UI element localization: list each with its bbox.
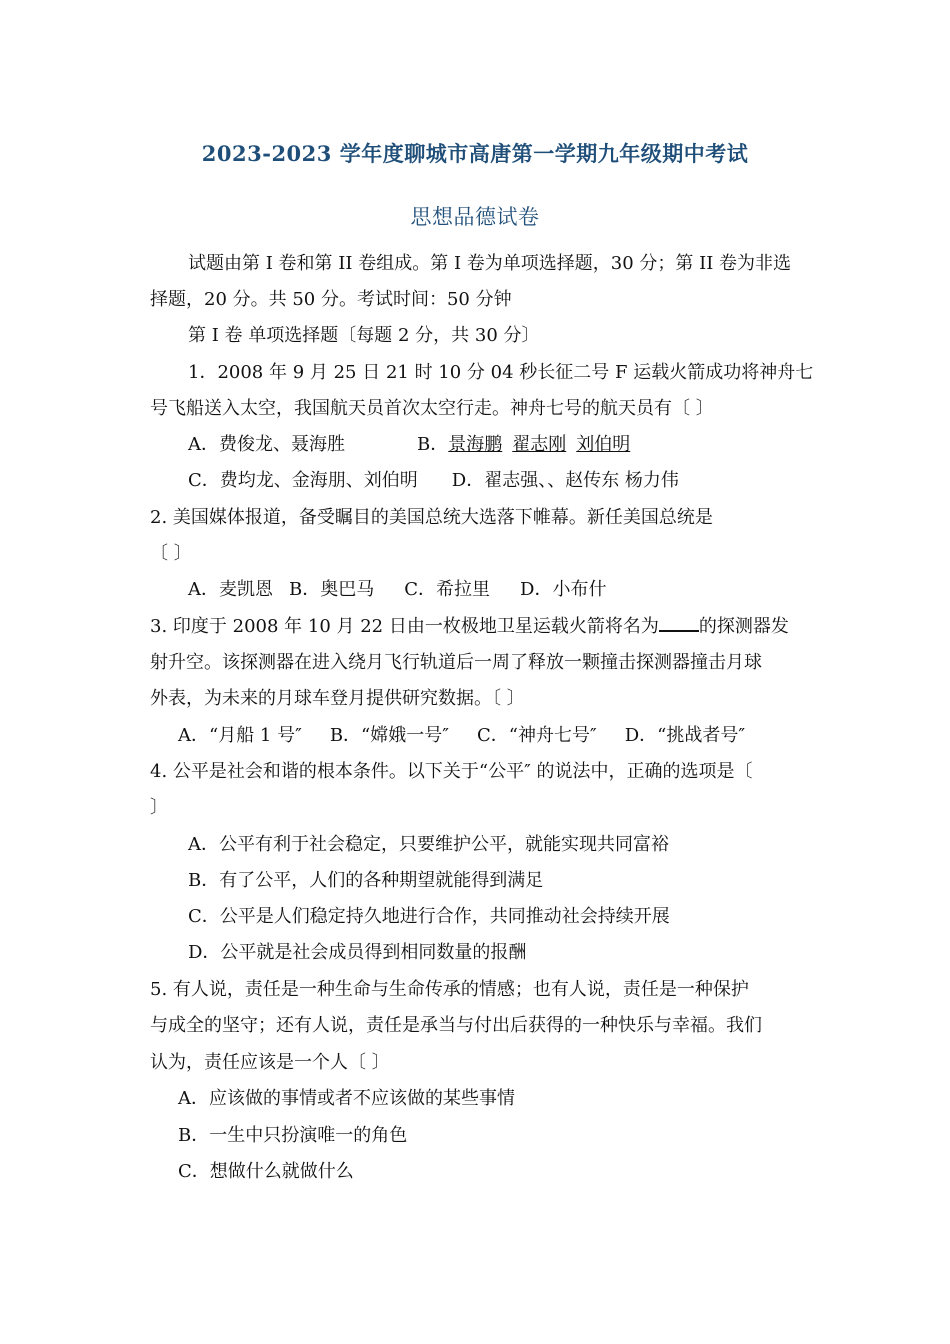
q1-option-b-name-3: 刘伯明 — [576, 434, 631, 455]
q4-option-b: B．有了公平，人们的各种期望就能得到满足 — [188, 870, 544, 891]
q2-stem-line-2: 〔 〕 — [150, 543, 192, 564]
q2-options-row — [188, 578, 848, 602]
q4-stem-line-2: 〕 — [150, 797, 168, 818]
q3-options-row — [178, 724, 838, 748]
q2-option-b: B．奥巴马 — [289, 579, 375, 600]
q3-stem-line-1 — [150, 614, 810, 639]
q2-option-a: A．麦凯恩 — [188, 579, 273, 600]
q5-option-a: A．应该做的事情或者不应该做的某些事情 — [178, 1088, 515, 1109]
q1-option-b-name-2: 翟志刚 — [512, 434, 567, 455]
exam-title: 2023-2023 学年度聊城市高唐第一学期九年级期中考试 — [201, 141, 749, 166]
q5-option-c: C．想做什么就做什么 — [178, 1161, 354, 1182]
q5-option-b: B．一生中只扮演唯一的角色 — [178, 1125, 408, 1146]
intro-line-2: 择题，20 分。共 50 分。考试时间：50 分钟 — [150, 289, 512, 310]
q3-option-b: B．“嫦娥一号″ — [329, 725, 449, 746]
section-heading: 第 I 卷 单项选择题〔每题 2 分，共 30 分〕 — [188, 325, 540, 346]
q5-stem-line-3: 认为，责任应该是一个人〔 〕 — [150, 1052, 390, 1073]
q1-option-b-label: B． — [417, 434, 449, 455]
q1-options-row-1 — [188, 433, 848, 457]
intro-line-1: 试题由第 I 卷和第 II 卷组成。第 I 卷为单项选择题，30 分；第 II 卷为非选 — [188, 253, 792, 274]
q2-option-c: C．希拉里 — [404, 579, 491, 600]
q3-stem-line-3: 外表，为未来的月球车登月提供研究数据。〔 〕 — [150, 688, 525, 709]
q3-stem-part-1: 3. 印度于 2008 年 10 月 22 日由一枚极地卫星运载火箭将名为 — [150, 616, 659, 637]
q3-option-d: D．“挑战者号″ — [624, 725, 746, 746]
q1-option-b-name-1: 景海鹏 — [448, 434, 503, 455]
q3-stem-line-2: 射升空。该探测器在进入绕月飞行轨道后一周了释放一颗撞击探测器撞击月球 — [150, 652, 762, 673]
q5-stem-line-1: 5. 有人说，责任是一种生命与生命传承的情感；也有人说，责任是一种保护 — [150, 979, 749, 1000]
q4-option-c: C．公平是人们稳定持久地进行合作，共同推动社会持续开展 — [188, 906, 670, 927]
q1-option-a: A．费俊龙、聂海胜 — [188, 434, 345, 455]
exam-subtitle: 思想品德试卷 — [410, 205, 540, 229]
q1-options-row-2 — [188, 469, 848, 493]
q3-option-a: A．“月船 1 号″ — [178, 725, 302, 746]
q3-stem-part-2: 的探测器发 — [698, 616, 789, 637]
q4-option-a: A．公平有利于社会稳定，只要维护公平，就能实现共同富裕 — [188, 834, 669, 855]
q2-stem-line-1: 2. 美国媒体报道，备受瞩目的美国总统大选落下帷幕。新任美国总统是 — [150, 507, 713, 528]
q5-stem-line-2: 与成全的坚守；还有人说，责任是承当与付出后获得的一种快乐与幸福。我们 — [150, 1015, 762, 1036]
q3-answer-blank — [659, 614, 699, 632]
q1-stem-line-1: 1．2008 年 9 月 25 日 21 时 10 分 04 秒长征二号 F 运载火箭成功将神舟七 — [188, 362, 814, 383]
q4-option-d: D．公平就是社会成员得到相同数量的报酬 — [188, 942, 527, 963]
q2-option-d: D．小布什 — [520, 579, 607, 600]
q1-option-c: C．费均龙、金海朋、刘伯明 — [188, 470, 418, 491]
q4-stem-line-1: 4. 公平是社会和谐的根本条件。以下关于“公平″ 的说法中，正确的选项是〔 — [150, 761, 753, 782]
q1-stem-line-2: 号飞船送入太空，我国航天员首次太空行走。神舟七号的航天员有〔 〕 — [150, 398, 714, 419]
q3-option-c: C．“神舟七号″ — [476, 725, 597, 746]
q1-option-d: D．翟志强、、赵传东 杨力伟 — [451, 470, 679, 491]
